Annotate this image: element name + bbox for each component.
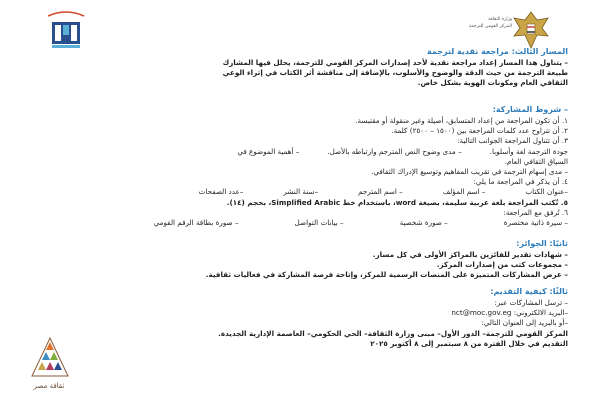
- book-field: – اسم المؤلف: [442, 187, 486, 197]
- track-intro-line: الثقافي العام ومكونات الهوية بشكل خاص.: [417, 78, 568, 88]
- conditions-section: [82, 104, 568, 228]
- aspect-item: – أهمية الموضوع في: [237, 146, 300, 156]
- apply-line: – ترسل المشاركات عبر:: [494, 298, 568, 307]
- aspect-item: جودة الترجمة لغة وأسلوبا.: [489, 146, 568, 156]
- culture-logo-text: ثقافة مصر: [33, 382, 65, 390]
- ministry-caption-line: وزارة الثقافة: [488, 17, 512, 22]
- format-word: word: [395, 197, 417, 207]
- aspect-continuation: السياق الثقافي العام.: [504, 156, 568, 166]
- email-label: –البريد الالكتروني:: [513, 308, 568, 318]
- track-intro-line: طبيعة الترجمة من حيث الدقة والوضوح والأسلوب، بالإضافة إلى مناقشة أثر الكتاب في إثراء الوعي: [222, 68, 568, 78]
- prize-item: – عرض المشاركات المتميزة على المنصات الرسمية للمركز، وإتاحة فرصة المشاركة في فعاليات ثقافية.: [205, 270, 568, 280]
- apply-heading: ثالثًا: كيفية التقديم:: [490, 287, 568, 296]
- email-link[interactable]: nct@moc.gov.eg: [451, 308, 512, 318]
- attachment-item: – صورة بطاقة الرقم القومي: [153, 218, 239, 228]
- attachments-row: [82, 218, 568, 228]
- track-heading: المسار الثالث: مراجعة نقدية لترجمة: [427, 47, 568, 56]
- ministry-caption: [462, 16, 512, 30]
- apply-email-line: [82, 308, 568, 318]
- aspects-row: [82, 147, 568, 157]
- apply-deadline: التقديم في خلال الفترة من ٨ سبتمبر إلى ٨ أكتوبر ٢٠٢٥: [370, 338, 568, 348]
- conditions-heading: – شروط المشاركة:: [492, 105, 568, 114]
- prizes-section: [82, 238, 568, 281]
- condition-item: ٣. أن تتناول المراجعة الجوانب التالية:: [457, 136, 568, 146]
- book-fields-row: [82, 187, 568, 197]
- condition-item: ٤. أن يذكر في المراجعة ما يلي:: [473, 177, 568, 187]
- condition-item: ٢. أن تتراوح عدد كلمات المراجعة بين (١٥٠٠ – ٢٥٠٠) كلمة.: [391, 126, 568, 136]
- book-field: –عنوان الكتاب: [525, 187, 568, 197]
- aspect-item: – مدى وضوح النص المترجم وارتباطه بالأصل.: [327, 146, 462, 156]
- prize-item: – شهادات تقدير للفائزين بالمراكز الأولى في كل مسار.: [372, 250, 568, 259]
- ministry-caption-line: المركز القومي للترجمة: [468, 24, 512, 29]
- condition-item: ٦. تُرفق مع المراجعة:: [503, 207, 568, 217]
- track-section: [82, 46, 568, 89]
- book-field: –سنة النشر: [283, 187, 319, 197]
- apply-address: المركز القومي للترجمة– الدور الأول– مبنى وزارة الثقافة– الحي الحكومي– العاصمة الإدارية الجديدة.: [218, 328, 568, 338]
- attachment-item: – صورة شخصية: [399, 218, 448, 228]
- track-intro-line: – يتناول هذا المسار إعداد مراجعة نقدية لأحد إصدارات المركز القومي للترجمة، يحلل فيها المشارك: [222, 58, 568, 67]
- prizes-heading: ثانيًا: الجوائز:: [516, 239, 568, 248]
- condition-item-format: [82, 198, 568, 208]
- format-font: Simplified Arabic: [271, 197, 341, 207]
- apply-section: [82, 286, 568, 349]
- aspect-item: – مدى إسهام الترجمة في تقريب المفاهيم وتوسيع الإدراك الثقافي.: [371, 167, 568, 177]
- attachment-item: – سيرة ذاتية مختصرة: [503, 218, 568, 228]
- ntc-logo-icon: [44, 10, 88, 50]
- attachment-item: – بيانات التواصل: [294, 218, 344, 228]
- format-text: ، باستخدام خط: [342, 197, 396, 207]
- condition-item: ١. أن تكون المراجعة من إعداد المتسابق، أصيلة وغير منقولة أو مقتبسة.: [355, 116, 568, 125]
- book-field: – اسم المترجم: [358, 187, 403, 197]
- apply-line: –أو بالبريد إلى العنوان التالي:: [481, 318, 568, 328]
- format-text: ٥. تُكتب المراجعة بلغة عربية سليمة، بصيغة: [418, 197, 568, 207]
- prize-item: – مجموعات كتب من إصدارات المركز.: [436, 260, 568, 270]
- format-text: ، بحجم (١٤).: [226, 197, 272, 207]
- book-field: –عدد الصفحات: [198, 187, 244, 197]
